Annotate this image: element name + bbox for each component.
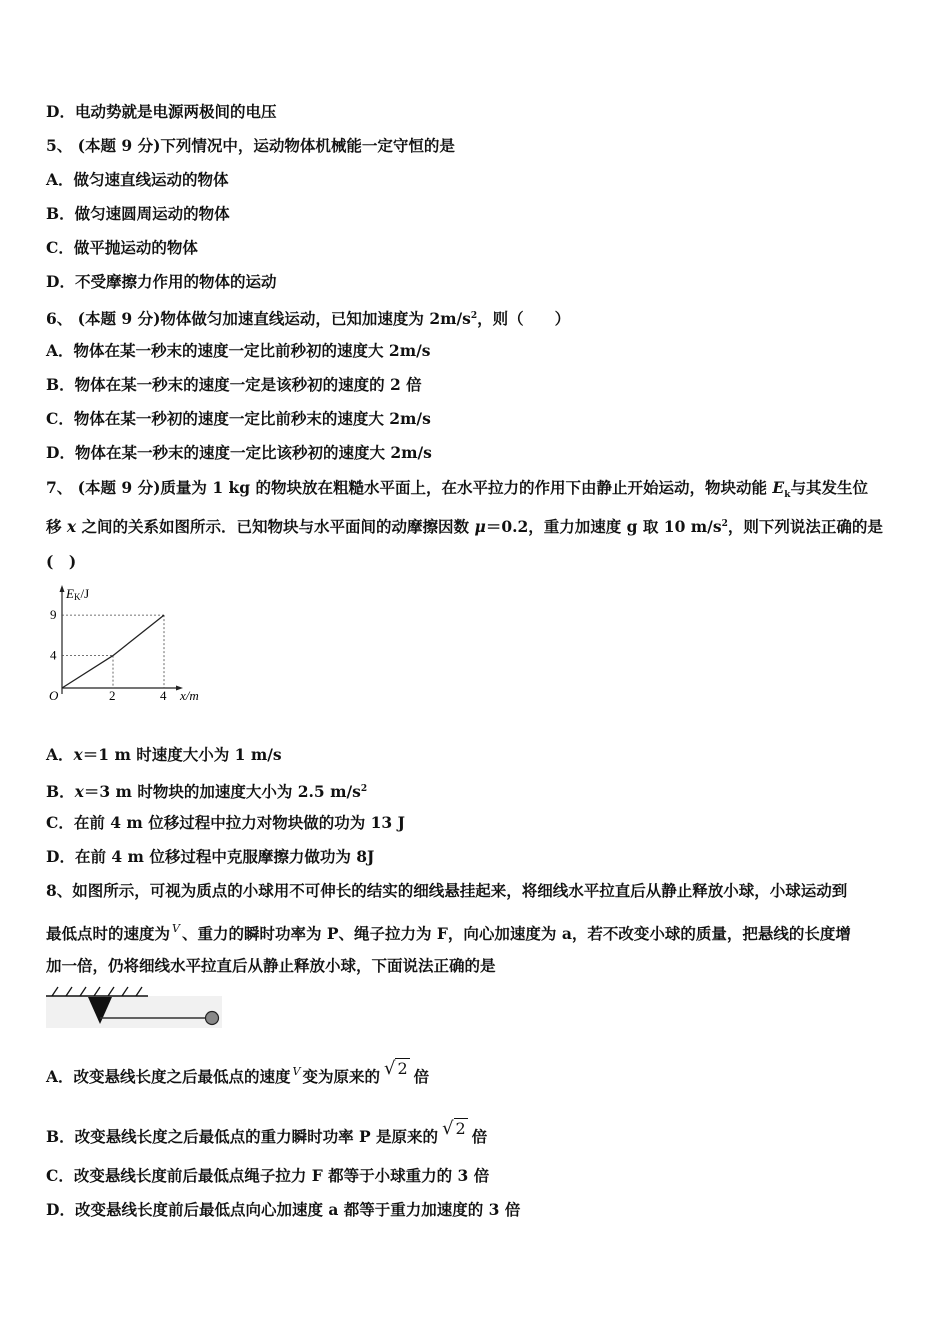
- q8-option-c: C．改变悬线长度前后最低点绳子拉力 F 都等于小球重力的 3 倍: [46, 1166, 490, 1185]
- q7-stem-text2d: ，则下列说法正确的是: [727, 517, 883, 536]
- q7-ek-sub: k: [784, 490, 791, 501]
- q8a-text1: A．改变悬线长度之后最低点的速度: [46, 1067, 291, 1086]
- q7-stem-text2c: ＝0.2，重力加速度 g 取 10 m/s: [485, 517, 722, 536]
- q7-stem-text1: 7、 (本题 9 分)质量为 1 kg 的物块放在粗糙水平面上，在水平拉力的作用下由静止开始运动，物块动能: [46, 478, 773, 497]
- x-axis-label: x/m: [180, 688, 199, 703]
- series-segment: [62, 656, 113, 688]
- q7-mu-symbol: μ: [474, 517, 486, 536]
- q8-stem-line1: 8、如图所示，可视为质点的小球用不可伸长的结实的细线悬挂起来，将细线水平拉直后从静止释放小球，小球运动到: [46, 881, 848, 900]
- q6-option-d: D．物体在某一秒末的速度一定比该秒初的速度大 2m/s: [46, 443, 432, 462]
- origin-label: O: [49, 688, 59, 703]
- q8b-sqrt: √ 2: [442, 1118, 466, 1139]
- q7-superscript: 2: [721, 519, 728, 529]
- q8-stem-line2: [46, 919, 851, 944]
- q8b-text2: 倍: [471, 1127, 488, 1146]
- x-tick-label: 2: [109, 688, 116, 703]
- q8a-text2: 变为原来的: [302, 1067, 380, 1086]
- ek-x-chart: [40, 582, 215, 707]
- q8-stem-line3: 加一倍，仍将细线水平拉直后从静止释放小球，下面说法正确的是: [46, 956, 496, 975]
- q7-x-symbol: x: [66, 517, 77, 536]
- q8-option-b: [46, 1119, 487, 1147]
- ball: [206, 1012, 219, 1025]
- q6-stem-tail: ，则（ ）: [477, 309, 571, 328]
- q8a-v-symbol: V: [292, 1065, 301, 1078]
- q5-option-b: B．做匀速圆周运动的物体: [46, 204, 230, 223]
- q8a-text3: 倍: [413, 1067, 430, 1086]
- q8-stem-text2a: 最低点时的速度为: [46, 924, 171, 943]
- q8a-sqrt: √ 2: [384, 1058, 408, 1079]
- q8-option-a: [46, 1059, 429, 1087]
- q7-stem-text2b: 之间的关系如图所示．已知物块与水平面间的动摩擦因数: [76, 517, 475, 536]
- q7-stem-line1: [46, 478, 868, 505]
- q6-option-c: C．物体在某一秒初的速度一定比前秒末的速度大 2m/s: [46, 409, 431, 428]
- q4-option-d: D．电动势就是电源两极间的电压: [46, 102, 277, 121]
- q5-stem: 5、 (本题 9 分)下列情况中，运动物体机械能一定守恒的是: [46, 136, 455, 155]
- q7a-x: x: [73, 745, 83, 764]
- q7-stem-text1b: 与其发生位: [790, 478, 868, 497]
- ceiling-hatch: [52, 987, 142, 996]
- q6-superscript: 2: [470, 311, 478, 321]
- q7-option-a: [46, 745, 282, 765]
- q6-stem: [46, 306, 570, 329]
- q7-ek-symbol: E: [772, 478, 785, 497]
- q7a-prefix: A．: [46, 745, 74, 764]
- y-axis-label: EK/J: [66, 586, 90, 602]
- q6-option-b: B．物体在某一秒末的速度一定是该秒初的速度的 2 倍: [46, 375, 422, 394]
- q7-answer-bracket: ( ): [46, 552, 77, 571]
- y-axis-arrow: [60, 585, 65, 592]
- figure-background: [46, 996, 222, 1028]
- q5-option-c: C．做平抛运动的物体: [46, 238, 198, 257]
- q6-option-a: A．物体在某一秒末的速度一定比前秒初的速度大 2m/s: [46, 341, 431, 360]
- q5-option-d: D．不受摩擦力作用的物体的运动: [46, 272, 277, 291]
- q8-option-d: D．改变悬线长度前后最低点向心加速度 a 都等于重力加速度的 3 倍: [46, 1200, 521, 1219]
- q6-stem-text: 6、 (本题 9 分)物体做匀加速直线运动，已知加速度为 2m/s: [46, 309, 471, 328]
- q7-option-b: [46, 779, 367, 802]
- q5-option-a: A．做匀速直线运动的物体: [46, 170, 229, 189]
- q8-stem-text2b: 、重力的瞬时功率为 P、绳子拉力为 F，向心加速度为 a，若不改变小球的质量，把悬线的长度增: [181, 924, 851, 943]
- x-tick-label: 4: [160, 688, 167, 703]
- q7-option-c: C．在前 4 m 位移过程中拉力对物块做的功为 13 J: [46, 813, 405, 832]
- series-segment: [113, 615, 164, 656]
- q7-stem-line2: [46, 514, 883, 537]
- q7b-prefix: B．: [46, 782, 75, 801]
- q8b-text1: B．改变悬线长度之后最低点的重力瞬时功率 P 是原来的: [46, 1127, 439, 1146]
- q7b-x: x: [74, 782, 84, 801]
- q7b-superscript: 2: [360, 784, 368, 794]
- q7a-text: ＝1 m 时速度大小为 1 m/s: [82, 745, 282, 764]
- q7-option-d: D．在前 4 m 位移过程中克服摩擦力做功为 8J: [46, 847, 375, 866]
- y-tick-label: 4: [50, 647, 57, 663]
- pendulum-figure: [44, 984, 226, 1032]
- q7-stem-text2a: 移: [46, 517, 67, 536]
- q8-v-symbol: V: [172, 922, 180, 935]
- y-tick-label: 9: [50, 607, 57, 623]
- q7b-text: ＝3 m 时物块的加速度大小为 2.5 m/s: [83, 782, 361, 801]
